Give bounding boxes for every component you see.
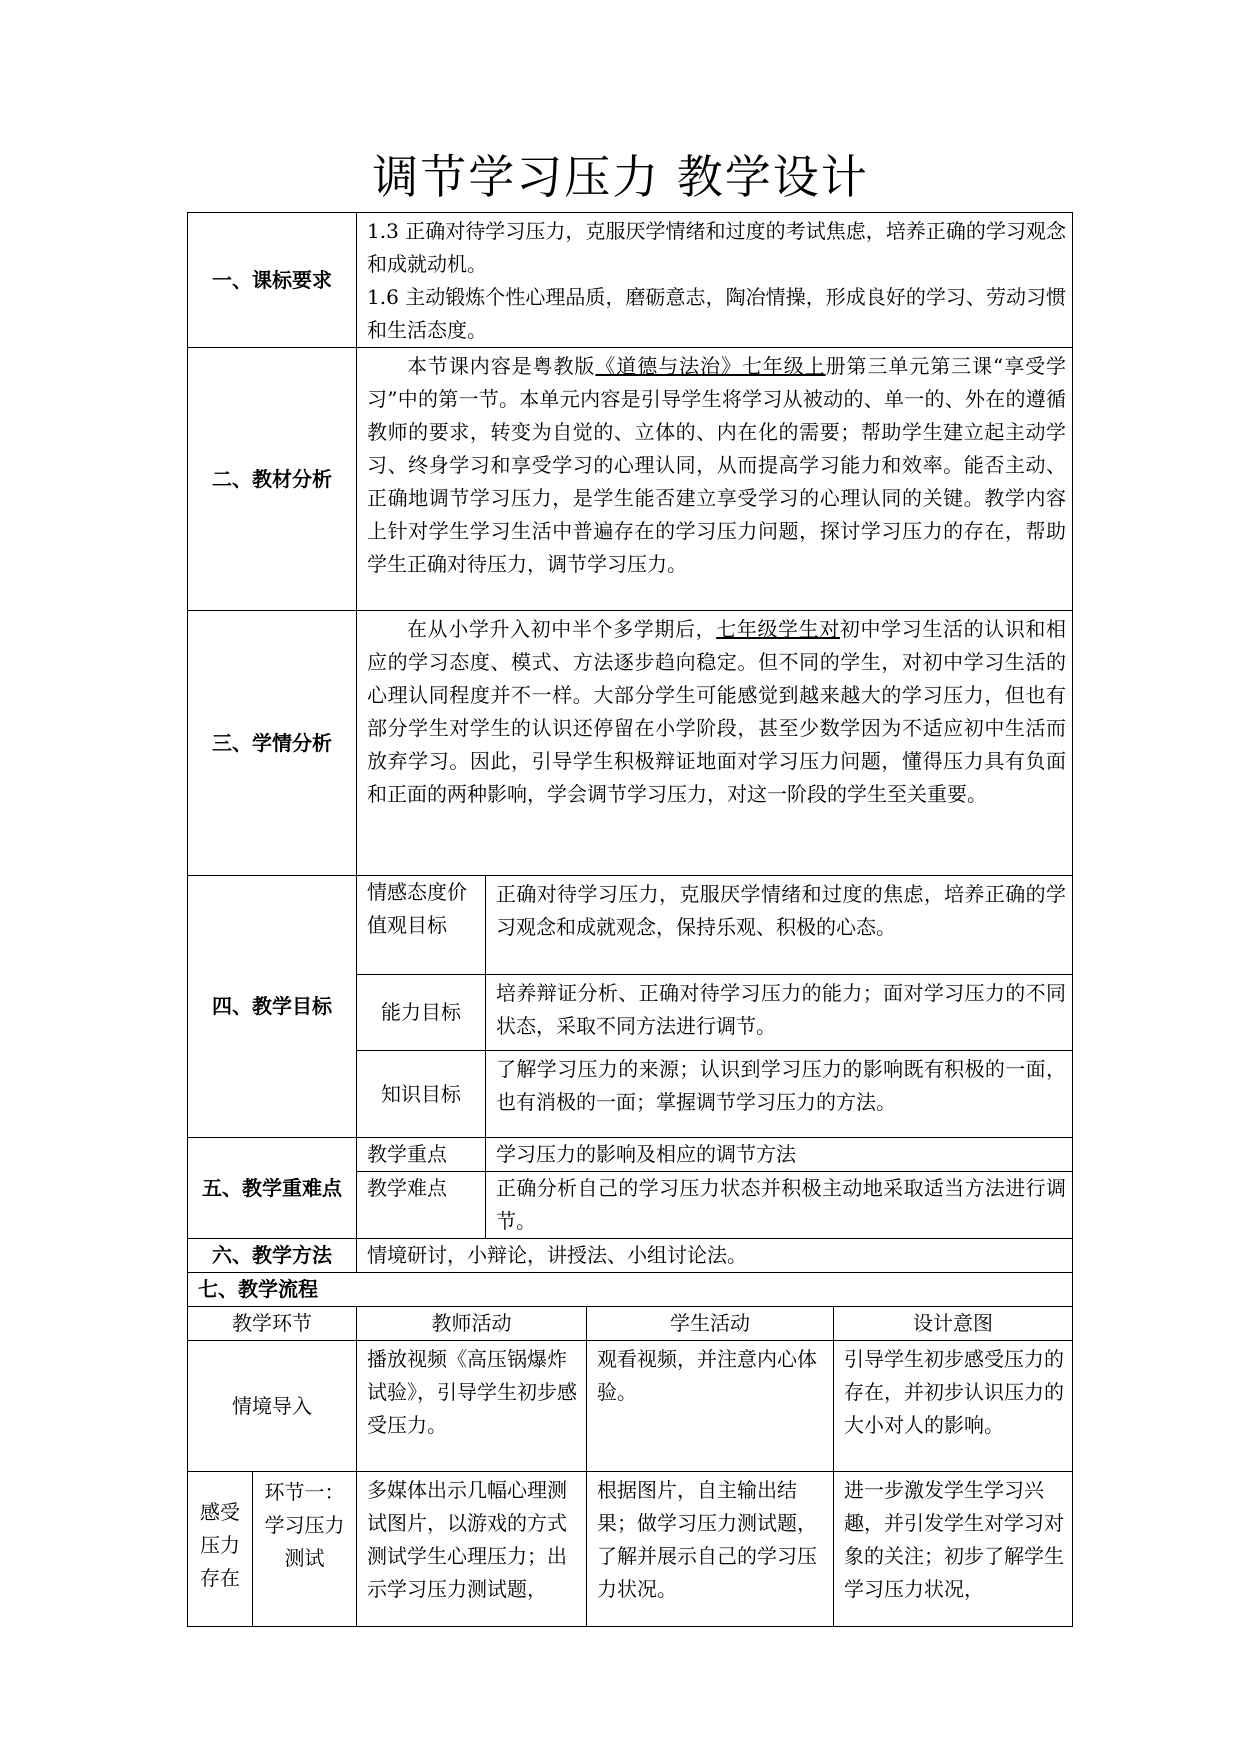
difficult-point-text: 正确分析自己的学习压力状态并积极主动地采取适当方法进行调节。 — [486, 1172, 1073, 1239]
objective-name-ability: 能力目标 — [357, 975, 486, 1051]
label-teaching-methods: 六、教学方法 — [188, 1239, 357, 1273]
row-teaching-methods — [188, 1239, 1073, 1273]
objective-name-affective: 情感态度价值观目标 — [357, 876, 486, 975]
content-curriculum-standard — [357, 213, 1073, 348]
textbook-text-a: 本节课内容是粤教版 — [407, 354, 596, 378]
textbook-text-b: 册第三单元第三课“享受学习”中的第一节。本单元内容是引导学生将学习从被动的、单一的、外在的遵循教师的要求，转变为自觉的、立体的、内在化的需要；帮助学生建立起主动学习、终身学习和享受学习的心理认同，从而提高学习能力和效率。能否主动、正确地调节学习压力，是学生能否建立享受学习的心理认同的关键。教学内容上针对学生学习生活中普遍存在的学习压力问题，探讨学习压力的存在，帮助学生正确对待压力，调节学习压力。 — [367, 354, 1067, 576]
header-design-intent: 设计意图 — [834, 1307, 1073, 1341]
header-stage: 教学环节 — [188, 1307, 357, 1341]
row-key-point — [188, 1138, 1073, 1172]
row-learner-analysis — [188, 611, 1073, 876]
design-intent-intro: 引导学生初步感受压力的存在，并初步认识压力的大小对人的影响。 — [834, 1341, 1073, 1472]
process-header-row — [188, 1307, 1073, 1341]
textbook-title-underlined: 《道德与法治》七年级上 — [595, 354, 826, 378]
objective-text-affective: 正确对待学习压力，克服厌学情绪和过度的焦虑，培养正确的学习观念和成就观念，保持乐观、积极的心态。 — [486, 876, 1073, 975]
label-textbook-analysis: 二、教材分析 — [188, 348, 357, 611]
lesson-plan-table — [187, 212, 1073, 1627]
row-teaching-process — [188, 1273, 1073, 1307]
label-curriculum-standard: 一、课标要求 — [188, 213, 357, 348]
student-activity-test: 根据图片，自主输出结果；做学习压力测试题，了解并展示自己的学习压力状况。 — [587, 1472, 834, 1627]
row-objective-affective — [188, 876, 1073, 975]
process-row-feel-pressure — [188, 1472, 1073, 1627]
process-row-intro — [188, 1341, 1073, 1472]
learner-text-b: 初中学习生活的认识和相应的学习态度、模式、方法逐步趋向稳定。但不同的学生，对初中学习生活的心理认同程度并不一样。大部分学生可能感觉到越来越大的学习压力，但也有部分学生对学生的认识还停留在小学阶段，甚至少数学因为不适应初中生活而放弃学习。因此，引导学生积极辩证地面对学习压力问题，懂得压力具有负面和正面的两种影响，学会调节学习压力，对这一阶段的学生至关重要。 — [367, 617, 1067, 806]
header-student-activity: 学生活动 — [587, 1307, 834, 1341]
label-learner-analysis: 三、学情分析 — [188, 611, 357, 876]
objective-name-knowledge: 知识目标 — [357, 1051, 486, 1138]
stage-feel-pressure: 感受压力存在 — [188, 1472, 253, 1627]
teacher-activity-intro: 播放视频《高压锅爆炸试验》，引导学生初步感受压力。 — [357, 1341, 587, 1472]
key-point-name: 教学重点 — [357, 1138, 486, 1172]
content-textbook-analysis — [357, 348, 1073, 611]
student-activity-intro: 观看视频，并注意内心体验。 — [587, 1341, 834, 1472]
learner-text-a: 在从小学升入初中半个多学期后， — [407, 617, 717, 641]
content-learner-analysis — [357, 611, 1073, 876]
standard-1-3: 1.3 正确对待学习压力，克服厌学情绪和过度的考试焦虑，培养正确的学习观念和成就动机。 — [367, 219, 1067, 276]
header-teacher-activity: 教师活动 — [357, 1307, 587, 1341]
row-curriculum-standard — [188, 213, 1073, 348]
page-title: 调节学习压力 教学设计 — [372, 150, 869, 204]
label-key-difficult-points: 五、教学重难点 — [188, 1138, 357, 1239]
stage-intro: 情境导入 — [188, 1341, 357, 1472]
objective-text-knowledge: 了解学习压力的来源；认识到学习压力的影响既有积极的一面，也有消极的一面；掌握调节学习压力的方法。 — [486, 1051, 1073, 1138]
standard-1-6: 1.6 主动锻炼个性心理品质，磨砺意志，陶冶情操，形成良好的学习、劳动习惯和生活态度。 — [367, 285, 1067, 342]
key-point-text: 学习压力的影响及相应的调节方法 — [486, 1138, 1073, 1172]
label-teaching-objectives: 四、教学目标 — [188, 876, 357, 1138]
label-teaching-process: 七、教学流程 — [188, 1273, 1073, 1307]
teacher-activity-test: 多媒体出示几幅心理测试图片，以游戏的方式测试学生心理压力；出示学习压力测试题， — [357, 1472, 587, 1627]
substage-pressure-test: 环节一：学习压力测试 — [253, 1472, 357, 1627]
learner-text-underlined: 七年级学生对 — [716, 617, 840, 641]
content-teaching-methods: 情境研讨，小辩论，讲授法、小组讨论法。 — [357, 1239, 1073, 1273]
design-intent-test: 进一步激发学生学习兴趣，并引发学生对学习对象的关注；初步了解学生学习压力状况， — [834, 1472, 1073, 1627]
difficult-point-name: 教学难点 — [357, 1172, 486, 1239]
objective-text-ability: 培养辩证分析、正确对待学习压力的能力；面对学习压力的不同状态，采取不同方法进行调节。 — [486, 975, 1073, 1051]
row-textbook-analysis — [188, 348, 1073, 611]
